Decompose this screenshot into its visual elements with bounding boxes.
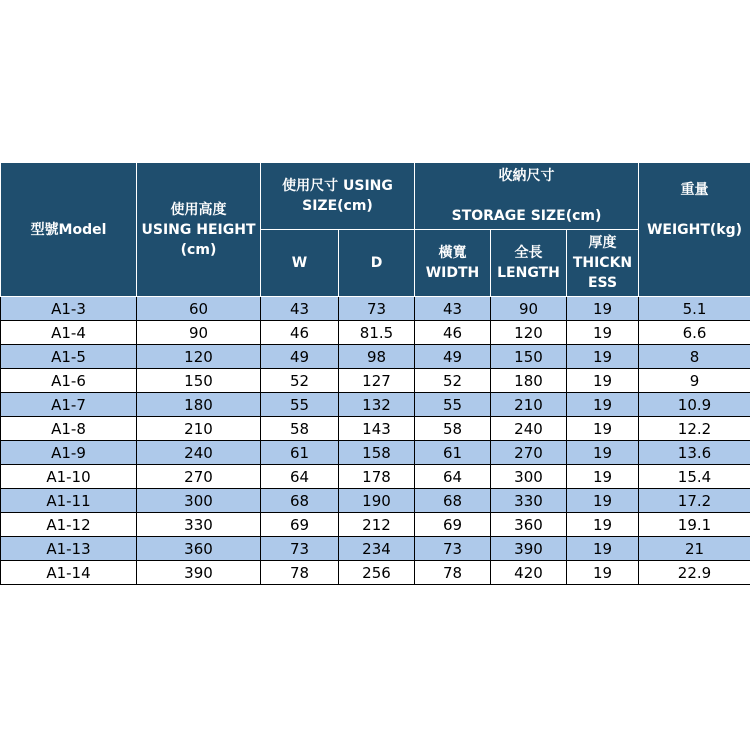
cell-width: 73 (415, 537, 491, 561)
cell-thickness: 19 (567, 537, 639, 561)
cell-width: 43 (415, 297, 491, 321)
cell-model: A1-8 (1, 417, 137, 441)
cell-d: 143 (339, 417, 415, 441)
cell-length: 240 (491, 417, 567, 441)
cell-weight: 13.6 (639, 441, 750, 465)
table-body (1, 297, 750, 585)
cell-weight: 5.1 (639, 297, 750, 321)
cell-weight: 22.9 (639, 561, 750, 585)
cell-w: 61 (261, 441, 339, 465)
cell-using-height: 150 (137, 369, 261, 393)
cell-thickness: 19 (567, 489, 639, 513)
cell-width: 78 (415, 561, 491, 585)
cell-width: 55 (415, 393, 491, 417)
cell-length: 330 (491, 489, 567, 513)
table-row (1, 417, 750, 441)
header-width-zh: 橫寬 (438, 245, 467, 261)
cell-length: 420 (491, 561, 567, 585)
header-thick-en2: ESS (587, 275, 618, 291)
cell-width: 69 (415, 513, 491, 537)
cell-using-height: 360 (137, 537, 261, 561)
cell-model: A1-11 (1, 489, 137, 513)
cell-w: 73 (261, 537, 339, 561)
cell-w: 43 (261, 297, 339, 321)
cell-using-height: 90 (137, 321, 261, 345)
cell-weight: 10.9 (639, 393, 750, 417)
cell-d: 190 (339, 489, 415, 513)
cell-model: A1-13 (1, 537, 137, 561)
cell-d: 127 (339, 369, 415, 393)
cell-using-height: 120 (137, 345, 261, 369)
cell-using-height: 390 (137, 561, 261, 585)
header-weight-en: WEIGHT(kg) (646, 221, 743, 238)
cell-width: 58 (415, 417, 491, 441)
cell-using-height: 210 (137, 417, 261, 441)
table-row (1, 465, 750, 489)
header-storage-size (415, 163, 639, 230)
cell-weight: 17.2 (639, 489, 750, 513)
cell-model: A1-14 (1, 561, 137, 585)
header-d (339, 230, 415, 297)
cell-length: 270 (491, 441, 567, 465)
table-row (1, 345, 750, 369)
cell-model: A1-5 (1, 345, 137, 369)
cell-width: 61 (415, 441, 491, 465)
cell-width: 68 (415, 489, 491, 513)
cell-weight: 12.2 (639, 417, 750, 441)
cell-d: 178 (339, 465, 415, 489)
cell-length: 120 (491, 321, 567, 345)
table-row (1, 537, 750, 561)
cell-weight: 8 (639, 345, 750, 369)
cell-thickness: 19 (567, 369, 639, 393)
cell-thickness: 19 (567, 345, 639, 369)
cell-w: 58 (261, 417, 339, 441)
cell-model: A1-3 (1, 297, 137, 321)
cell-d: 81.5 (339, 321, 415, 345)
cell-model: A1-9 (1, 441, 137, 465)
cell-thickness: 19 (567, 513, 639, 537)
cell-weight: 21 (639, 537, 750, 561)
cell-d: 212 (339, 513, 415, 537)
cell-using-height: 60 (137, 297, 261, 321)
cell-d: 234 (339, 537, 415, 561)
header-length (491, 230, 567, 297)
table-row (1, 393, 750, 417)
header-length-en: LENGTH (497, 265, 560, 281)
header-usesize-zh: 使用尺寸 USING (282, 178, 393, 194)
cell-d: 73 (339, 297, 415, 321)
cell-model: A1-7 (1, 393, 137, 417)
cell-length: 90 (491, 297, 567, 321)
cell-width: 49 (415, 345, 491, 369)
cell-model: A1-6 (1, 369, 137, 393)
cell-d: 158 (339, 441, 415, 465)
cell-width: 64 (415, 465, 491, 489)
cell-length: 150 (491, 345, 567, 369)
cell-length: 360 (491, 513, 567, 537)
cell-d: 256 (339, 561, 415, 585)
cell-weight: 9 (639, 369, 750, 393)
cell-weight: 15.4 (639, 465, 750, 489)
header-thickness (567, 230, 639, 297)
header-weight (639, 163, 750, 297)
header-weight-zh: 重量 (680, 181, 709, 198)
cell-weight: 19.1 (639, 513, 750, 537)
cell-length: 180 (491, 369, 567, 393)
cell-d: 132 (339, 393, 415, 417)
header-thick-zh: 厚度 (588, 235, 617, 251)
cell-w: 55 (261, 393, 339, 417)
cell-w: 46 (261, 321, 339, 345)
table-row (1, 297, 750, 321)
header-height-unit: (cm) (180, 241, 217, 258)
header-height-zh: 使用高度 (170, 201, 227, 218)
cell-w: 52 (261, 369, 339, 393)
header-model (1, 163, 137, 297)
table-row (1, 369, 750, 393)
header-length-zh: 全長 (514, 245, 543, 261)
cell-thickness: 19 (567, 297, 639, 321)
cell-w: 49 (261, 345, 339, 369)
header-w (261, 230, 339, 297)
cell-thickness: 19 (567, 417, 639, 441)
header-w-label: W (291, 255, 308, 271)
spec-table (0, 162, 750, 585)
table-row (1, 441, 750, 465)
cell-model: A1-12 (1, 513, 137, 537)
cell-using-height: 270 (137, 465, 261, 489)
cell-thickness: 19 (567, 321, 639, 345)
cell-using-height: 180 (137, 393, 261, 417)
header-thick-en1: THICKN (572, 255, 633, 271)
cell-w: 64 (261, 465, 339, 489)
header-model-label: 型號Model (30, 221, 107, 238)
cell-d: 98 (339, 345, 415, 369)
header-d-label: D (370, 255, 383, 271)
cell-thickness: 19 (567, 393, 639, 417)
cell-length: 300 (491, 465, 567, 489)
cell-using-height: 300 (137, 489, 261, 513)
header-using-size (261, 163, 415, 230)
cell-thickness: 19 (567, 441, 639, 465)
cell-length: 390 (491, 537, 567, 561)
cell-model: A1-10 (1, 465, 137, 489)
header-row-top (1, 163, 750, 230)
header-height-en: USING HEIGHT (141, 221, 256, 238)
table-row (1, 561, 750, 585)
header-usesize-en: SIZE(cm) (302, 198, 373, 214)
table-row (1, 489, 750, 513)
header-using-height (137, 163, 261, 297)
cell-length: 210 (491, 393, 567, 417)
cell-thickness: 19 (567, 561, 639, 585)
cell-w: 68 (261, 489, 339, 513)
cell-width: 46 (415, 321, 491, 345)
cell-weight: 6.6 (639, 321, 750, 345)
cell-w: 69 (261, 513, 339, 537)
table-header (1, 163, 750, 297)
table-row (1, 513, 750, 537)
cell-model: A1-4 (1, 321, 137, 345)
cell-thickness: 19 (567, 465, 639, 489)
header-width (415, 230, 491, 297)
header-width-en: WIDTH (425, 265, 480, 281)
cell-w: 78 (261, 561, 339, 585)
header-storage-en: STORAGE SIZE(cm) (451, 208, 602, 224)
cell-using-height: 240 (137, 441, 261, 465)
cell-using-height: 330 (137, 513, 261, 537)
table-row (1, 321, 750, 345)
header-storage-zh: 收納尺寸 (498, 168, 555, 184)
cell-width: 52 (415, 369, 491, 393)
